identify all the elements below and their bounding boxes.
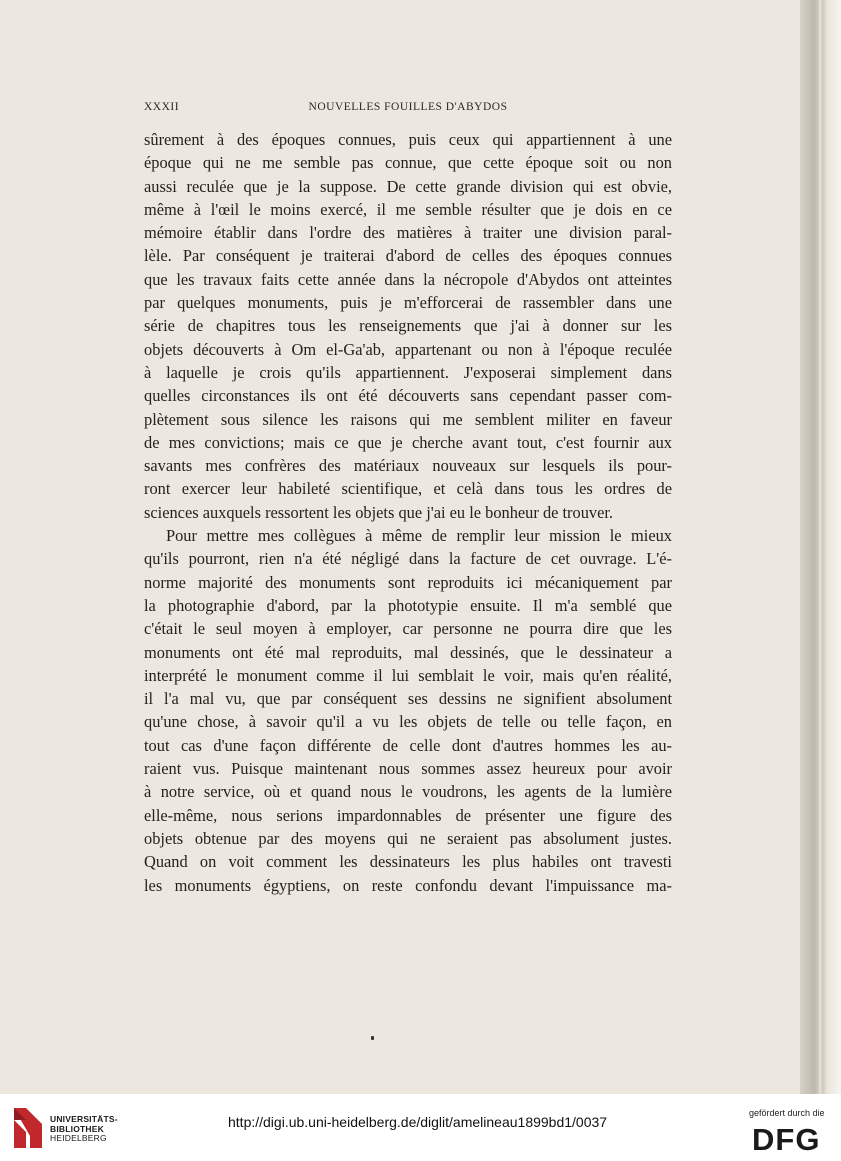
text-line: savants mes confrères des matériaux nouveaux sur lesquels ils pour- — [144, 456, 672, 476]
text-line: c'était le seul moyen à employer, car personne ne pourra dire que les — [144, 619, 672, 639]
text-line: mémoire établir dans l'ordre des matières à traiter une division paral- — [144, 223, 672, 243]
ink-mark — [371, 1036, 374, 1040]
text-line: époque qui ne me semble pas connue, que cette époque soit ou non — [144, 153, 672, 173]
text-line: la photographie d'abord, par la phototypie ensuite. Il m'a semblé que — [144, 595, 672, 615]
text-line: objets découverts à Om el-Ga'ab, appartenant ou non à l'époque reculée — [144, 339, 672, 359]
library-line-1: UNIVERSITÄTS- — [50, 1114, 118, 1124]
dfg-caption: gefördert durch die — [749, 1108, 825, 1118]
text-line: objets obtenue par des moyens qui ne seraient pas absolument justes. — [144, 828, 672, 848]
dfg-logo-text: DFG — [752, 1124, 821, 1152]
text-line: sciences auxquels ressortent les objets que j'ai eu le bonheur de trouver. — [144, 502, 614, 522]
text-line: ront exercer leur habileté scientifique, et celà dans tous les ordres de — [144, 479, 672, 499]
text-line: Quand on voit comment les dessinateurs les plus habiles ont travesti — [144, 852, 672, 872]
text-line: interprété le monument comme il lui semblait le voir, mais qu'en réalité, — [144, 665, 672, 685]
running-title: NOUVELLES FOUILLES D'ABYDOS — [308, 101, 508, 113]
ub-heidelberg-logo-icon[interactable] — [12, 1106, 44, 1150]
text-line: elle-même, nous serions impardonnables de présenter une figure des — [144, 805, 672, 825]
library-line-3: HEIDELBERG — [50, 1133, 107, 1143]
text-line: que les travaux faits cette année dans la nécropole d'Abydos ont atteintes — [144, 269, 672, 289]
text-line: même à l'œil le moins exercé, il me semble résulter que je dois en ce — [144, 199, 672, 219]
text-line: qu'une chose, à savoir qu'il a vu les objets de telle ou telle façon, en — [144, 712, 672, 732]
text-line: tout cas d'une façon différente de celle dont d'autres hommes les au- — [144, 735, 672, 755]
text-line: lèle. Par conséquent je traiterai d'abord de celles des époques connues — [144, 246, 672, 266]
text-line: sûrement à des époques connues, puis ceux qui appartiennent à une — [144, 130, 672, 149]
text-line: raient vus. Puisque maintenant nous sommes assez heureux pour avoir — [144, 759, 672, 779]
text-line: quelles circonstances ils ont été découverts sans cependant passer com- — [144, 386, 672, 406]
dfg-logo-icon[interactable] — [752, 1124, 830, 1152]
page-folio: XXXII — [144, 101, 180, 113]
text-line: qu'ils pourront, rien n'a été négligé dans la facture de cet ouvrage. L'é- — [144, 549, 672, 569]
library-line-2: BIBLIOTHEK — [50, 1123, 104, 1134]
text-line: plètement sous silence les raisons qui me semblent militer en faveur — [144, 409, 672, 429]
text-line: aussi reculée que je la suppose. De cette grande division qui est obvie, — [144, 176, 672, 196]
text-line: de mes convictions; mais ce que je cherche avant tout, c'est fournir aux — [144, 432, 672, 452]
text-line: à notre service, où et quand nous le voudrons, les agents de la lumière — [144, 782, 672, 802]
book-gutter — [800, 0, 841, 1094]
text-line: norme majorité des monuments sont reproduits ici mécaniquement par — [144, 572, 672, 592]
text-line: les monuments égyptiens, on reste confondu devant l'impuissance ma- — [144, 875, 672, 895]
text-line: par quelques monuments, puis je m'efforcerai de rassembler dans une — [144, 293, 672, 313]
body-text — [144, 128, 672, 897]
text-line: monuments ont été mal reproduits, mal dessinés, que le dessinateur a — [144, 642, 672, 662]
text-line: il l'a mal vu, que par conséquent ses dessins ne signifient absolument — [144, 689, 672, 709]
permalink-url[interactable]: http://digi.ub.uni-heidelberg.de/diglit/amelineau1899bd1/0037 — [228, 1114, 608, 1130]
text-line: série de chapitres tous les renseignements que j'ai à donner sur les — [144, 316, 672, 336]
library-name[interactable] — [50, 1115, 118, 1144]
text-line: Pour mettre mes collègues à même de remplir leur mission le mieux — [166, 526, 672, 546]
text-line: à laquelle je crois qu'ils appartiennent. J'exposerai simplement dans — [144, 362, 672, 382]
